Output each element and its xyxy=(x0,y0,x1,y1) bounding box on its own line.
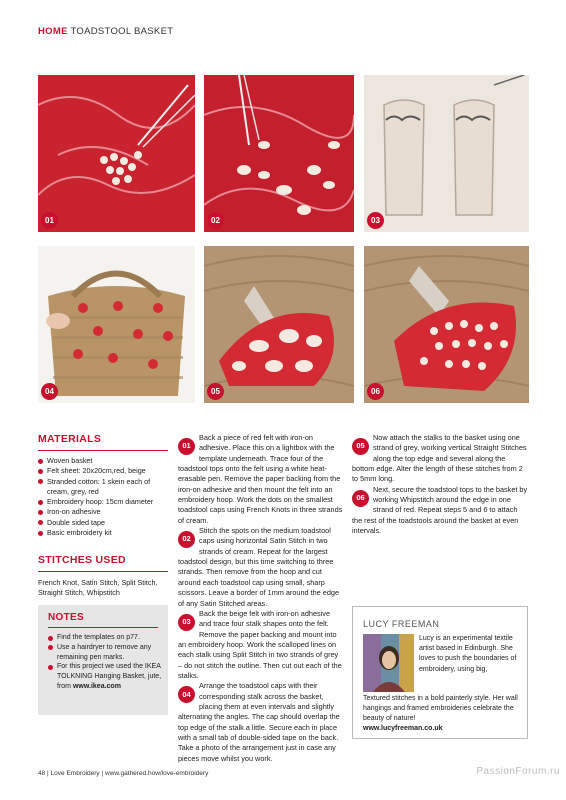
step-04 xyxy=(178,681,344,764)
step-03 xyxy=(178,609,344,681)
notes-item-text: For this project we used the IKEA TOLKNING Hanging Basket, jute, from xyxy=(57,663,162,690)
photo-number: 02 xyxy=(207,212,224,229)
instructions-column-2 xyxy=(352,433,528,536)
stitches-rule xyxy=(38,571,168,572)
notes-rule xyxy=(48,627,158,628)
notes-box xyxy=(38,605,168,715)
watermark: PassionForum.ru xyxy=(476,766,560,777)
notes-list xyxy=(48,633,163,692)
step-01 xyxy=(178,433,344,526)
step-text: Back the beige felt with iron-on adhesive and trace four stalk shapes onto the felt. Remove the paper backing and mount into an embroidery hoop. Work the scalloped lines on each stalk using Split Stitch in two strands of grey – do not stitch the outline. Then cut out each of the stalks. xyxy=(178,608,342,680)
footer-separator: | xyxy=(47,770,51,777)
magazine-url[interactable]: www.gathered.how/love-embroidery xyxy=(105,770,209,777)
notes-item: Find the templates on p77. xyxy=(48,633,163,643)
step-text: Stitch the spots on the medium toadstool caps using horizontal Satin Stitch in two strands of cream. Repeat for the largest toadstool design, but this time switching to three strands. Then remove from the hoop and cut around each toadstool cap using small, sharp scissors. Leave a border of 1mm around the edge of any Satin Stitched areas. xyxy=(178,526,340,608)
photo-number: 01 xyxy=(41,212,58,229)
step-photo-05 xyxy=(204,246,354,403)
photo-number: 06 xyxy=(367,383,384,400)
step-text: Next, secure the toadstool tops to the basket by working Whipstitch around the edge in one strand of red. Repeat steps 5 and 6 to attach the rest of the toadstools around the basket at even intervals. xyxy=(352,484,528,536)
notes-item: Use a hairdryer to remove any remaining pen marks. xyxy=(48,643,163,663)
stitches-text: French Knot, Satin Stitch, Split Stitch, Straight Stitch, Whipstitch xyxy=(38,578,158,598)
notes-item xyxy=(48,662,163,691)
step-text: Back a piece of red felt with iron-on adhesive. Place this on a lightbox with the template underneath. Trace four of the toadstool tops onto the felt using a white heat-erasable pen. Remove the paper backing from the iron-on adhesive and then mount the felt into an embroidery hoop. Work the dots on the smallest toadstool caps using French Knots in three strands of cream. xyxy=(178,433,343,525)
author-bio-text: Lucy is an experimental textile artist based in Edinburgh. She loves to push the boundaries of embroidery, using big, xyxy=(419,635,517,673)
section-label: HOME xyxy=(38,26,68,37)
stitches-title: STITCHES USED xyxy=(38,554,126,566)
step-badge: 03 xyxy=(178,614,195,631)
author-name: LUCY FREEMAN xyxy=(363,619,440,629)
materials-item: Embroidery hoop: 15cm diameter xyxy=(38,497,163,507)
ikea-link[interactable]: www.ikea.com xyxy=(72,682,121,690)
materials-item: Woven basket xyxy=(38,456,163,466)
materials-list xyxy=(38,456,163,538)
step-badge: 05 xyxy=(352,438,369,455)
step-badge: 02 xyxy=(178,531,195,548)
author-bio-box xyxy=(352,606,528,739)
step-badge: 06 xyxy=(352,490,369,507)
notes-title: NOTES xyxy=(48,612,84,623)
author-bio-text-continued: Textured stitches in a bold painterly style. Her wall hangings and framed embroideries celebrate the beauty of nature! xyxy=(363,695,518,723)
step-photo-04 xyxy=(38,246,195,403)
step-text: Now attach the stalks to the basket using one strand of grey, working vertical Straight Stitches along the top edge and several along the bottom edge. Alter the length of these stitches from 2 to 5mm long. xyxy=(352,433,527,484)
materials-item: Basic embroidery kit xyxy=(38,528,163,538)
materials-item: Stranded cotton: 1 skein each of cream, grey, red xyxy=(38,477,163,498)
page-footer xyxy=(38,770,208,777)
photo-number: 03 xyxy=(367,212,384,229)
materials-rule xyxy=(38,450,168,451)
materials-item: Double sided tape xyxy=(38,518,163,528)
materials-item: Felt sheet: 20x20cm,red, beige xyxy=(38,466,163,476)
page-subtitle: TOADSTOOL BASKET xyxy=(70,26,174,37)
materials-item: Iron-on adhesive xyxy=(38,507,163,517)
step-photo-06 xyxy=(364,246,529,403)
step-photo-03 xyxy=(364,75,529,232)
magazine-name: Love Embroidery xyxy=(50,770,100,777)
step-05 xyxy=(352,433,528,485)
step-06 xyxy=(352,485,528,537)
step-badge: 04 xyxy=(178,686,195,703)
step-text: Arrange the toadstool caps with their corresponding stalk across the basket, placing them at even intervals and slightly alternating the angles. The cap should overlap the top edge of the stalk a little. Secure each in place with a small tab of double-sided tape on the back. Take a photo of the arrangement just in case any pieces move whilst you work. xyxy=(178,681,340,763)
step-badge: 01 xyxy=(178,438,195,455)
page-number: 48 xyxy=(38,770,46,777)
author-photo xyxy=(363,634,414,692)
materials-title: MATERIALS xyxy=(38,433,102,445)
page-header xyxy=(38,26,173,37)
step-02 xyxy=(178,526,344,609)
instructions-column-1 xyxy=(178,433,344,764)
step-photo-01 xyxy=(38,75,195,232)
photo-number: 04 xyxy=(41,383,58,400)
photo-number: 05 xyxy=(207,383,224,400)
step-photo-02 xyxy=(204,75,354,232)
footer-separator: | xyxy=(101,770,105,777)
author-website-link[interactable]: www.lucyfreeman.co.uk xyxy=(363,725,443,732)
